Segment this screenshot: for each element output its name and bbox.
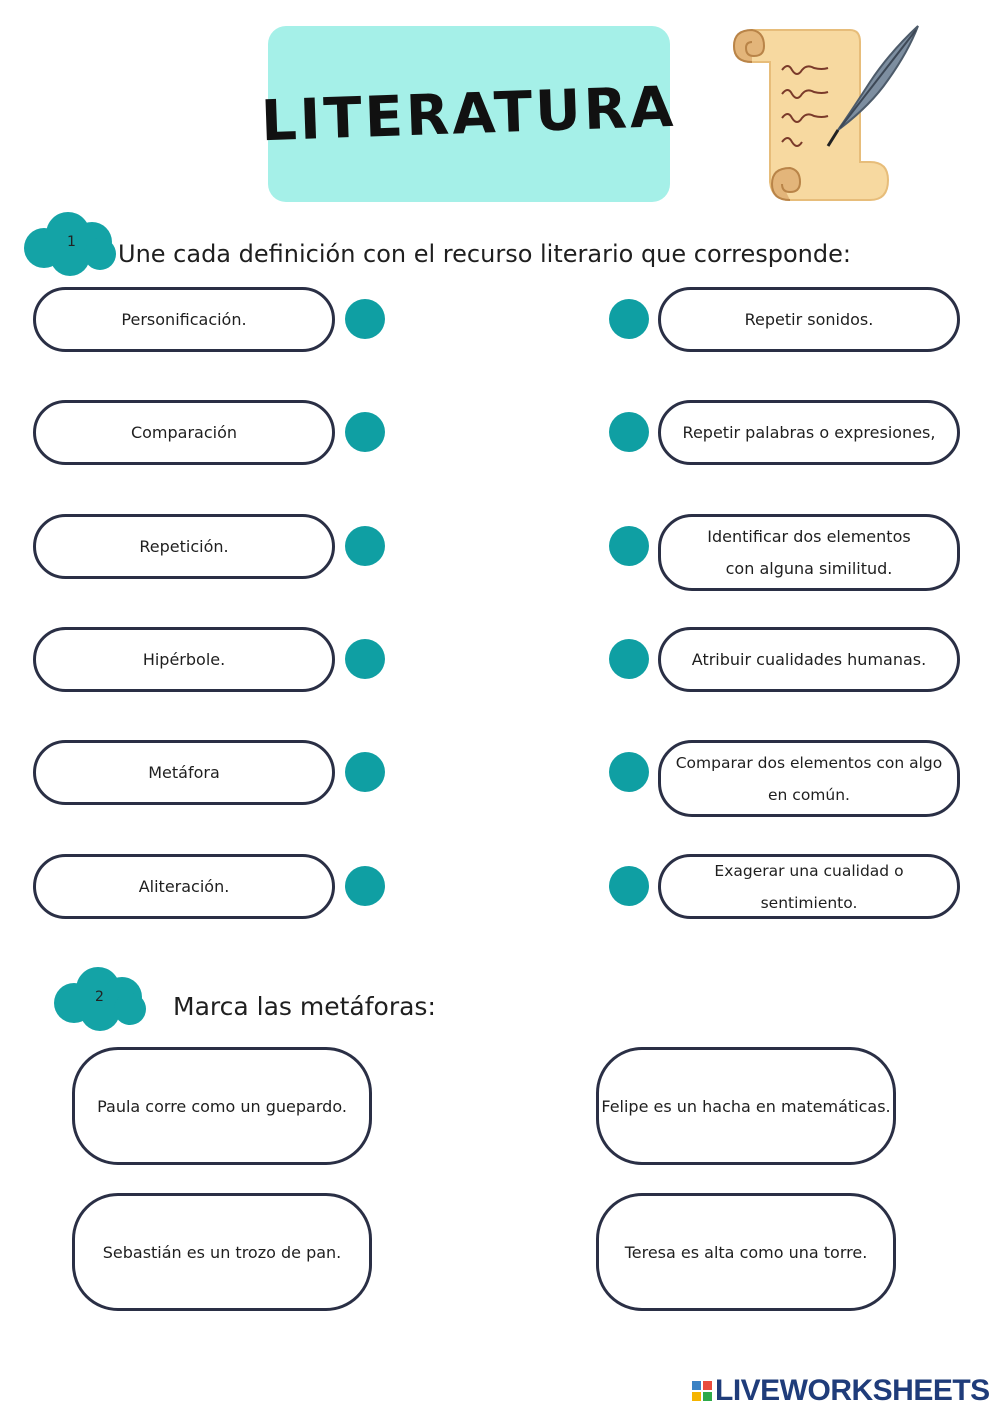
brand-name: LIVEWORKSHEETS (715, 1374, 990, 1407)
definition-identificar-elementos[interactable]: Identificar dos elementos con alguna similitud. (658, 514, 960, 591)
term-personificacion[interactable]: Personificación. (33, 287, 335, 352)
term-hiperbole[interactable]: Hipérbole. (33, 627, 335, 692)
section2-badge (50, 965, 150, 1031)
metaphor-option-teresa[interactable]: Teresa es alta como una torre. (596, 1193, 896, 1311)
section2-instruction: Marca las metáforas: (173, 992, 436, 1021)
section1-badge (20, 210, 120, 276)
metaphor-option-felipe[interactable]: Felipe es un hacha en matemáticas. (596, 1047, 896, 1165)
term-comparacion[interactable]: Comparación (33, 400, 335, 465)
term-repeticion[interactable]: Repetición. (33, 514, 335, 579)
section2-number: 2 (95, 989, 104, 1005)
page-title: LITERATURA (260, 74, 678, 154)
metaphor-option-paula[interactable]: Paula corre como un guepardo. (72, 1047, 372, 1165)
term-aliteracion[interactable]: Aliteración. (33, 854, 335, 919)
right-match-dot-4[interactable] (609, 639, 649, 679)
definition-repetir-sonidos[interactable]: Repetir sonidos. (658, 287, 960, 352)
term-metafora[interactable]: Metáfora (33, 740, 335, 805)
left-match-dot-4[interactable] (345, 639, 385, 679)
left-match-dot-6[interactable] (345, 866, 385, 906)
right-match-dot-1[interactable] (609, 299, 649, 339)
liveworksheets-logo (692, 1374, 990, 1408)
title-banner (260, 26, 678, 202)
section1-instruction: Une cada definición con el recurso literario que corresponde: (118, 240, 851, 268)
right-match-dot-3[interactable] (609, 526, 649, 566)
definition-atribuir-cualidades[interactable]: Atribuir cualidades humanas. (658, 627, 960, 692)
definition-comparar-elementos[interactable]: Comparar dos elementos con algo en común. (658, 740, 960, 817)
left-match-dot-5[interactable] (345, 752, 385, 792)
definition-repetir-palabras[interactable]: Repetir palabras o expresiones, (658, 400, 960, 465)
right-match-dot-2[interactable] (609, 412, 649, 452)
definition-exagerar-cualidad[interactable]: Exagerar una cualidad o sentimiento. (658, 854, 960, 919)
left-match-dot-1[interactable] (345, 299, 385, 339)
left-match-dot-2[interactable] (345, 412, 385, 452)
liveworksheets-logo-icon (692, 1381, 712, 1401)
scroll-quill-icon (720, 22, 920, 207)
metaphor-option-sebastian[interactable]: Sebastián es un trozo de pan. (72, 1193, 372, 1311)
section1-number: 1 (67, 234, 76, 250)
right-match-dot-5[interactable] (609, 752, 649, 792)
left-match-dot-3[interactable] (345, 526, 385, 566)
right-match-dot-6[interactable] (609, 866, 649, 906)
